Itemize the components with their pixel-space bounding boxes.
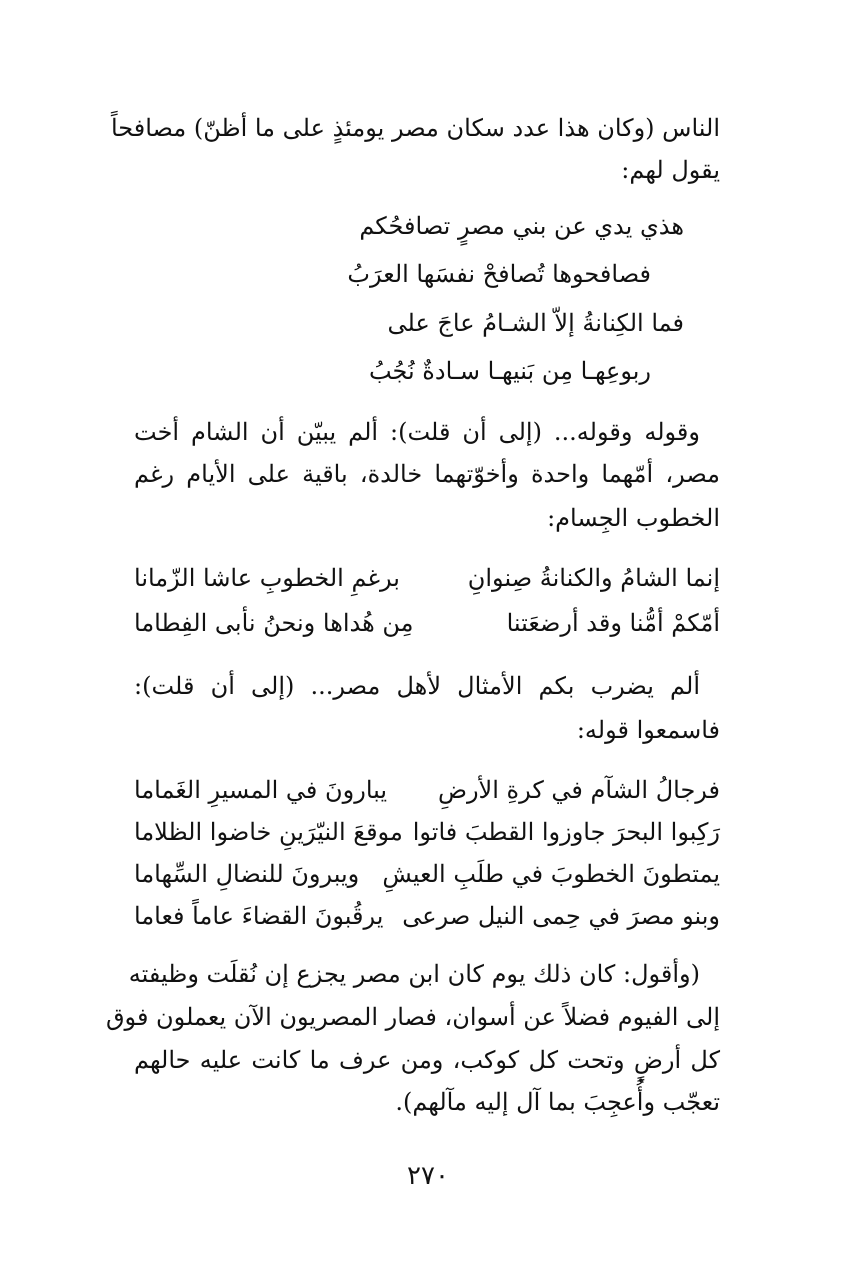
paragraph-4-line-2: إلى الفيوم فضلاً عن أسوان، فصار المصريون الآن يعملون فوق xyxy=(105,1003,720,1031)
poem-3-verse-2-second: موقعَ النيّرَينِ خاضوا الظلاما xyxy=(134,818,403,846)
poem-1-line-1: هذي يدي عن بني مصرٍ تصافحُكم xyxy=(359,212,684,240)
paragraph-2-line-3: الخطوب الجِسام: xyxy=(547,504,720,532)
paragraph-3-line-2: فاسمعوا قوله: xyxy=(576,716,720,744)
poem-3-verse-4-second: يرقُبونَ القضاءَ عاماً فعاما xyxy=(134,902,384,930)
poem-3-verse-3-second: ويبرونَ للنضالِ السِّهاما xyxy=(134,860,360,888)
paragraph-4-line-4: تعجّب وأُعجِبَ بما آل إليه مآلهم). xyxy=(395,1088,720,1116)
poem-1-line-2: فصافحوها تُصافحْ نفسَها العرَبُ xyxy=(347,260,651,288)
paragraph-4-line-3: كل أرضٍ وتحت كل كوكب، ومن عرف ما كانت عليه حالهم xyxy=(134,1046,720,1074)
poem-3-verse-2-first: رَكِبوا البحرَ جاوزوا القطبَ فاتوا xyxy=(412,818,720,846)
page-number: ٢٧٠ xyxy=(407,1161,449,1191)
paragraph-2-line-2: مصر، أمّهما واحدة وأخوّتهما خالدة، باقية على الأيام رغم xyxy=(134,460,720,488)
poem-2-verse-2-first: أمّكمْ أمُّنا وقد أرضعَتنا xyxy=(506,609,720,637)
poem-3-verse-1 xyxy=(134,772,720,808)
poem-2-verse-2-second: مِن هُداها ونحنُ نأبى الفِطاما xyxy=(134,609,414,637)
poem-3-verse-4-first: وبنو مصرَ في حِمى النيل صرعى xyxy=(402,902,720,930)
paragraph-1-line-2: يقول لهم: xyxy=(621,156,720,184)
paragraph-2-line-1: وقوله وقوله... (إلى أن قلت): ألم يبيّن أن الشام أخت xyxy=(134,418,700,446)
poem-3-verse-3 xyxy=(134,856,720,892)
poem-2-verse-2 xyxy=(134,605,720,641)
poem-3-verse-2 xyxy=(134,814,720,850)
poem-2-verse-1-second: برغمِ الخطوبِ عاشا الزّمانا xyxy=(134,564,400,592)
poem-2-verse-1-first: إنما الشامُ والكنانةُ صِنوانِ xyxy=(467,564,720,592)
poem-3-verse-1-second: يبارونَ في المسيرِ الغَماما xyxy=(134,776,388,804)
paragraph-1-line-1: الناس (وكان هذا عدد سكان مصر يومئذٍ على ما أظنّ) مصافحاً xyxy=(110,114,720,142)
poem-1-line-3: فما الكِنانةُ إلاّ الشـامُ عاجَ على xyxy=(387,309,684,337)
poem-3-verse-1-first: فرجالُ الشآم في كرةِ الأرضِ xyxy=(437,776,720,804)
paragraph-3-line-1: ألم يضرب بكم الأمثال لأهل مصر... (إلى أن قلت): xyxy=(134,672,700,700)
poem-2-verse-1 xyxy=(134,560,720,596)
poem-3-verse-3-first: يمتطونَ الخطوبَ في طلَبِ العيشِ xyxy=(382,860,720,888)
poem-1-line-4: ربوعِهـا مِن بَنيهـا سـادةٌ نُجُبُ xyxy=(368,357,651,385)
poem-3-verse-4 xyxy=(134,898,720,934)
paragraph-4-line-1: (وأقول: كان ذلك يوم كان ابن مصر يجزع إن نُقلَت وظيفته xyxy=(128,960,700,988)
